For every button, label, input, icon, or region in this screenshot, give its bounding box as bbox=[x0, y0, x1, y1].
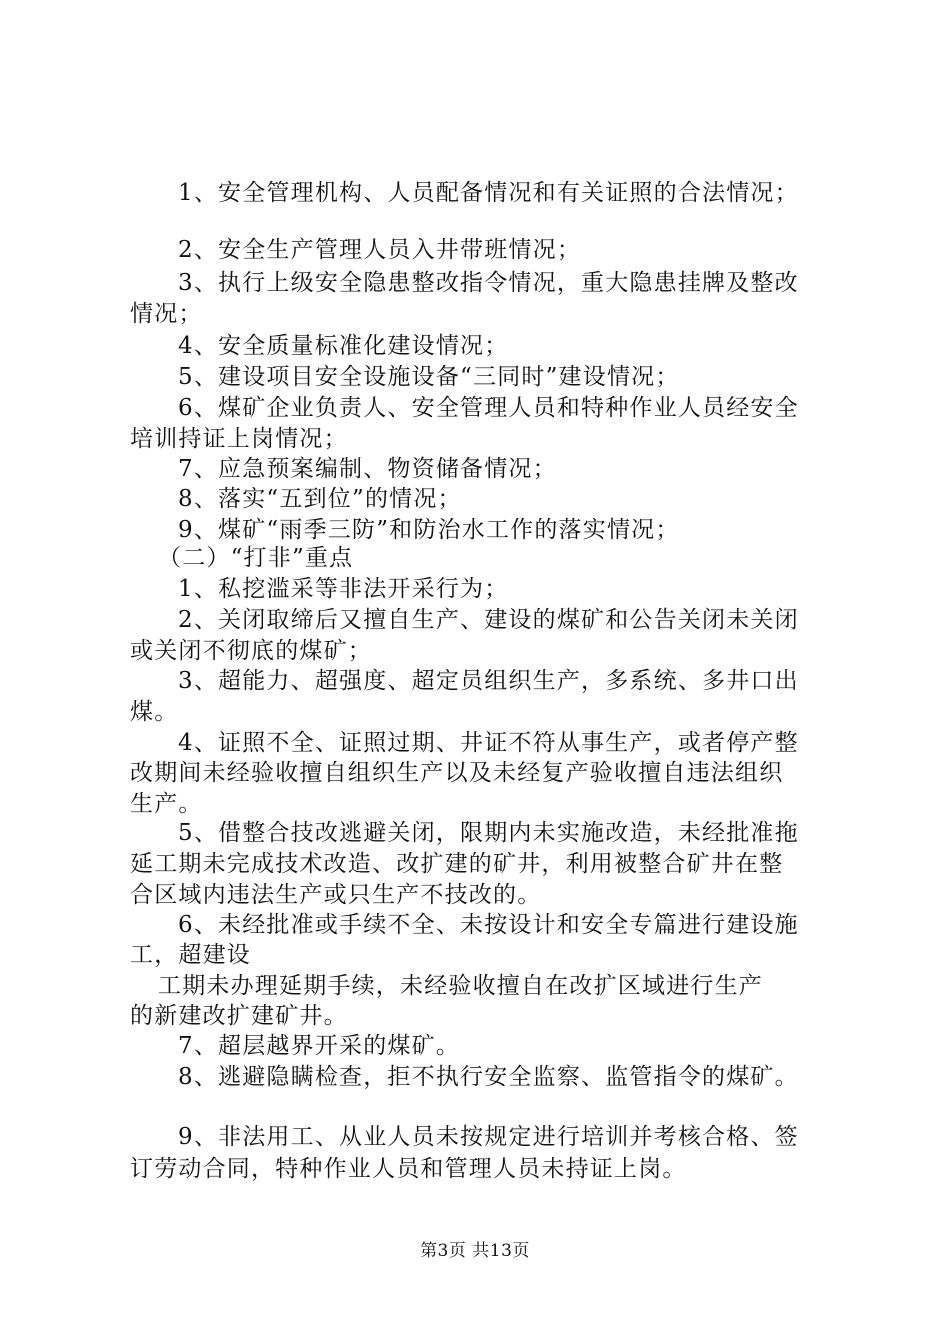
section-heading: （二）“打非”重点 bbox=[158, 545, 354, 571]
text-line: 9、非法用工、从业人员未按规定进行培训并考核合格、签 bbox=[178, 1124, 799, 1150]
text-line: 2、安全生产管理人员入井带班情况； bbox=[178, 237, 582, 263]
text-line: 改期间未经验收擅自组织生产以及未经复产验收擅自违法组织 bbox=[130, 760, 784, 786]
text-line: 4、证照不全、证照过期、井证不符从事生产，或者停产整 bbox=[178, 730, 799, 756]
text-line: 7、应急预案编制、物资储备情况； bbox=[178, 456, 557, 482]
text-line: 5、借整合技改逃避关闭，限期内未实施改造，未经批准拖 bbox=[178, 820, 799, 846]
text-line: 4、安全质量标准化建设情况； bbox=[178, 333, 509, 359]
text-line: 6、未经批准或手续不全、未按设计和安全专篇进行建设施 bbox=[178, 912, 799, 938]
text-line: 的新建改扩建矿井。 bbox=[130, 1003, 348, 1029]
text-line: 或关闭不彻底的煤矿； bbox=[130, 638, 372, 664]
text-line: 延工期未完成技术改造、改扩建的矿井，利用被整合矿井在整 bbox=[130, 851, 784, 877]
text-line: 3、执行上级安全隐患整改指令情况，重大隐患挂牌及整改 bbox=[178, 270, 799, 296]
page-footer: 第3页 共13页 bbox=[420, 1241, 530, 1261]
text-line: 订劳动合同，特种作业人员和管理人员未持证上岗。 bbox=[130, 1156, 687, 1182]
text-line: 8、落实“五到位”的情况； bbox=[178, 486, 462, 512]
text-line: 培训持证上岗情况； bbox=[130, 426, 348, 452]
text-line: 1、私挖滥采等非法开采行为； bbox=[178, 576, 509, 602]
text-line: 2、关闭取缔后又擅自生产、建设的煤矿和公告关闭未关闭 bbox=[178, 607, 799, 633]
text-line: 1、安全管理机构、人员配备情况和有关证照的合法情况； bbox=[178, 180, 799, 206]
text-line: 情况； bbox=[130, 301, 203, 327]
text-line: 工期未办理延期手续，未经验收擅自在改扩区域进行生产 bbox=[158, 973, 763, 999]
text-line: 6、煤矿企业负责人、安全管理人员和特种作业人员经安全 bbox=[178, 395, 799, 421]
text-line: 8、逃避隐瞒检查，拒不执行安全监察、监管指令的煤矿。 bbox=[178, 1064, 799, 1090]
text-line: 煤。 bbox=[130, 699, 179, 725]
text-line: 合区域内违法生产或只生产不技改的。 bbox=[130, 882, 542, 908]
text-line: 生产。 bbox=[130, 791, 203, 817]
text-line: 3、超能力、超强度、超定员组织生产，多系统、多井口出 bbox=[178, 668, 799, 694]
text-line: 工，超建设 bbox=[130, 942, 251, 968]
text-line: 7、超层越界开采的煤矿。 bbox=[178, 1033, 461, 1059]
text-line: 5、建设项目安全设施设备“三同时”建设情况； bbox=[178, 364, 680, 390]
text-line: 9、煤矿“雨季三防”和防治水工作的落实情况； bbox=[178, 517, 680, 543]
